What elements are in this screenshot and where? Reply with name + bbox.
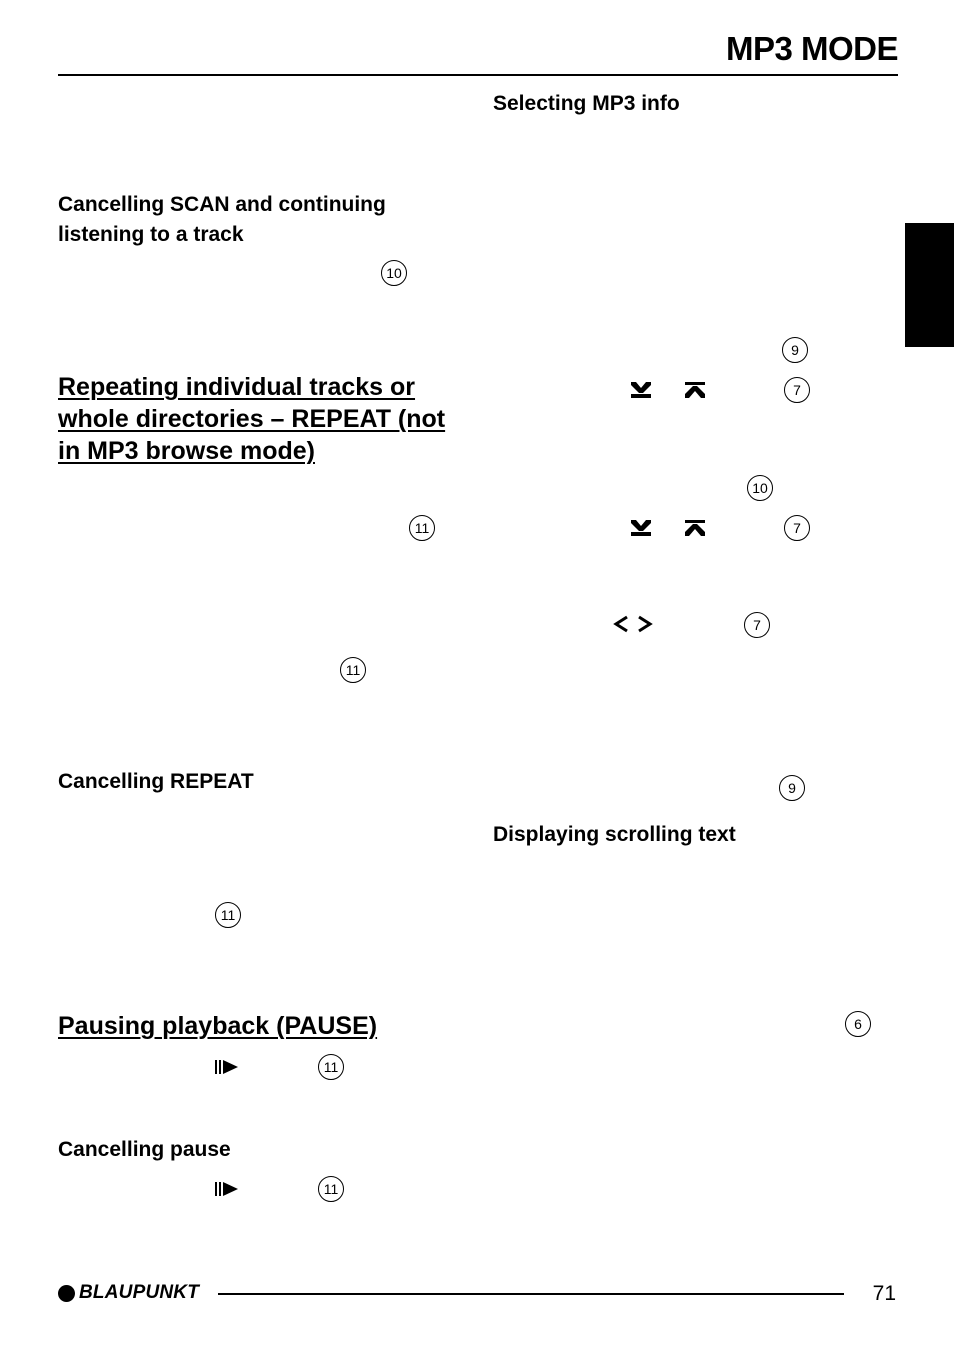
callout-10: 10	[381, 260, 407, 286]
callout-9: 9	[779, 775, 805, 801]
callout-11: 11	[215, 902, 241, 928]
callout-7: 7	[744, 612, 770, 638]
callout-7: 7	[784, 377, 810, 403]
play-pause-icon	[215, 1059, 239, 1075]
callout-11: 11	[409, 515, 435, 541]
heading-scrolling-text: Displaying scrolling text	[493, 823, 736, 846]
page-title: MP3 MODE	[725, 30, 898, 67]
brand-logo	[58, 1282, 199, 1304]
up-arrow-icon	[684, 519, 706, 537]
footer-rule	[218, 1293, 844, 1295]
callout-10: 10	[747, 475, 773, 501]
page-number: 71	[872, 1282, 896, 1305]
left-right-arrows-icon	[612, 615, 654, 633]
header-rule	[58, 74, 898, 76]
up-arrow-icon	[684, 381, 706, 399]
callout-6: 6	[845, 1011, 871, 1037]
down-arrow-icon	[630, 381, 652, 399]
heading-cancel-repeat: Cancelling REPEAT	[58, 770, 254, 793]
heading-selecting-info: Selecting MP3 info	[493, 92, 680, 115]
heading-repeat: Repeating individual tracks or whole directories – REPEAT (not in MP3 browse mode)	[58, 373, 446, 465]
section-tab	[905, 223, 954, 347]
heading-cancel-scan: Cancelling SCAN and continuing listening to a track	[58, 193, 386, 246]
heading-pause: Pausing playback (PAUSE)	[58, 1012, 378, 1040]
callout-11: 11	[340, 657, 366, 683]
play-pause-icon	[215, 1181, 239, 1197]
callout-9: 9	[782, 337, 808, 363]
callout-11: 11	[318, 1054, 344, 1080]
callout-11: 11	[318, 1176, 344, 1202]
heading-cancel-pause: Cancelling pause	[58, 1138, 231, 1161]
callout-7: 7	[784, 515, 810, 541]
logo-dot-icon	[58, 1285, 75, 1302]
brand-name: BLAUPUNKT	[79, 1282, 200, 1303]
down-arrow-icon	[630, 519, 652, 537]
